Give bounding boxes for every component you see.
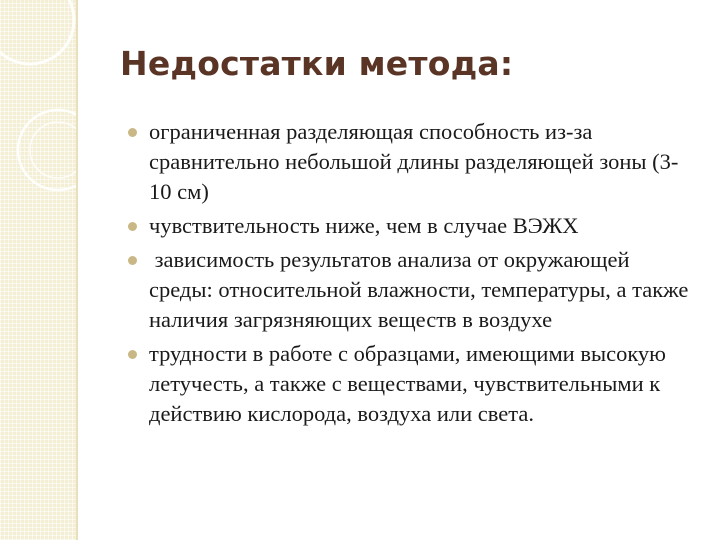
bullet-item [128, 117, 698, 207]
bullet-item [128, 245, 698, 335]
bullet-text: чувствительность ниже, чем в случае ВЭЖХ [149, 213, 579, 238]
bullet-list [128, 117, 698, 433]
bullet-icon [128, 256, 137, 265]
bullet-text: зависимость результатов анализа от окружающей среды: относительной влажности, температуры, а также наличия загрязняющих веществ в воздухе [149, 247, 694, 332]
decorative-circles [0, 0, 76, 540]
bullet-icon [128, 222, 137, 231]
bullet-item [128, 339, 698, 429]
bullet-item [128, 211, 698, 241]
bullet-text: ограниченная разделяющая способность из-за сравнительно небольшой длины разделяющей зоны (3-10 см) [149, 119, 679, 204]
bullet-icon [128, 128, 137, 137]
strip-edge [76, 0, 78, 540]
bullet-icon [128, 350, 137, 359]
bullet-text: трудности в работе с образцами, имеющими высокую летучесть, а также с веществами, чувствительными к действию кислорода, воздуха или света. [149, 341, 666, 426]
decorative-side-strip [0, 0, 76, 540]
slide-title: Недостатки метода: [120, 44, 514, 83]
